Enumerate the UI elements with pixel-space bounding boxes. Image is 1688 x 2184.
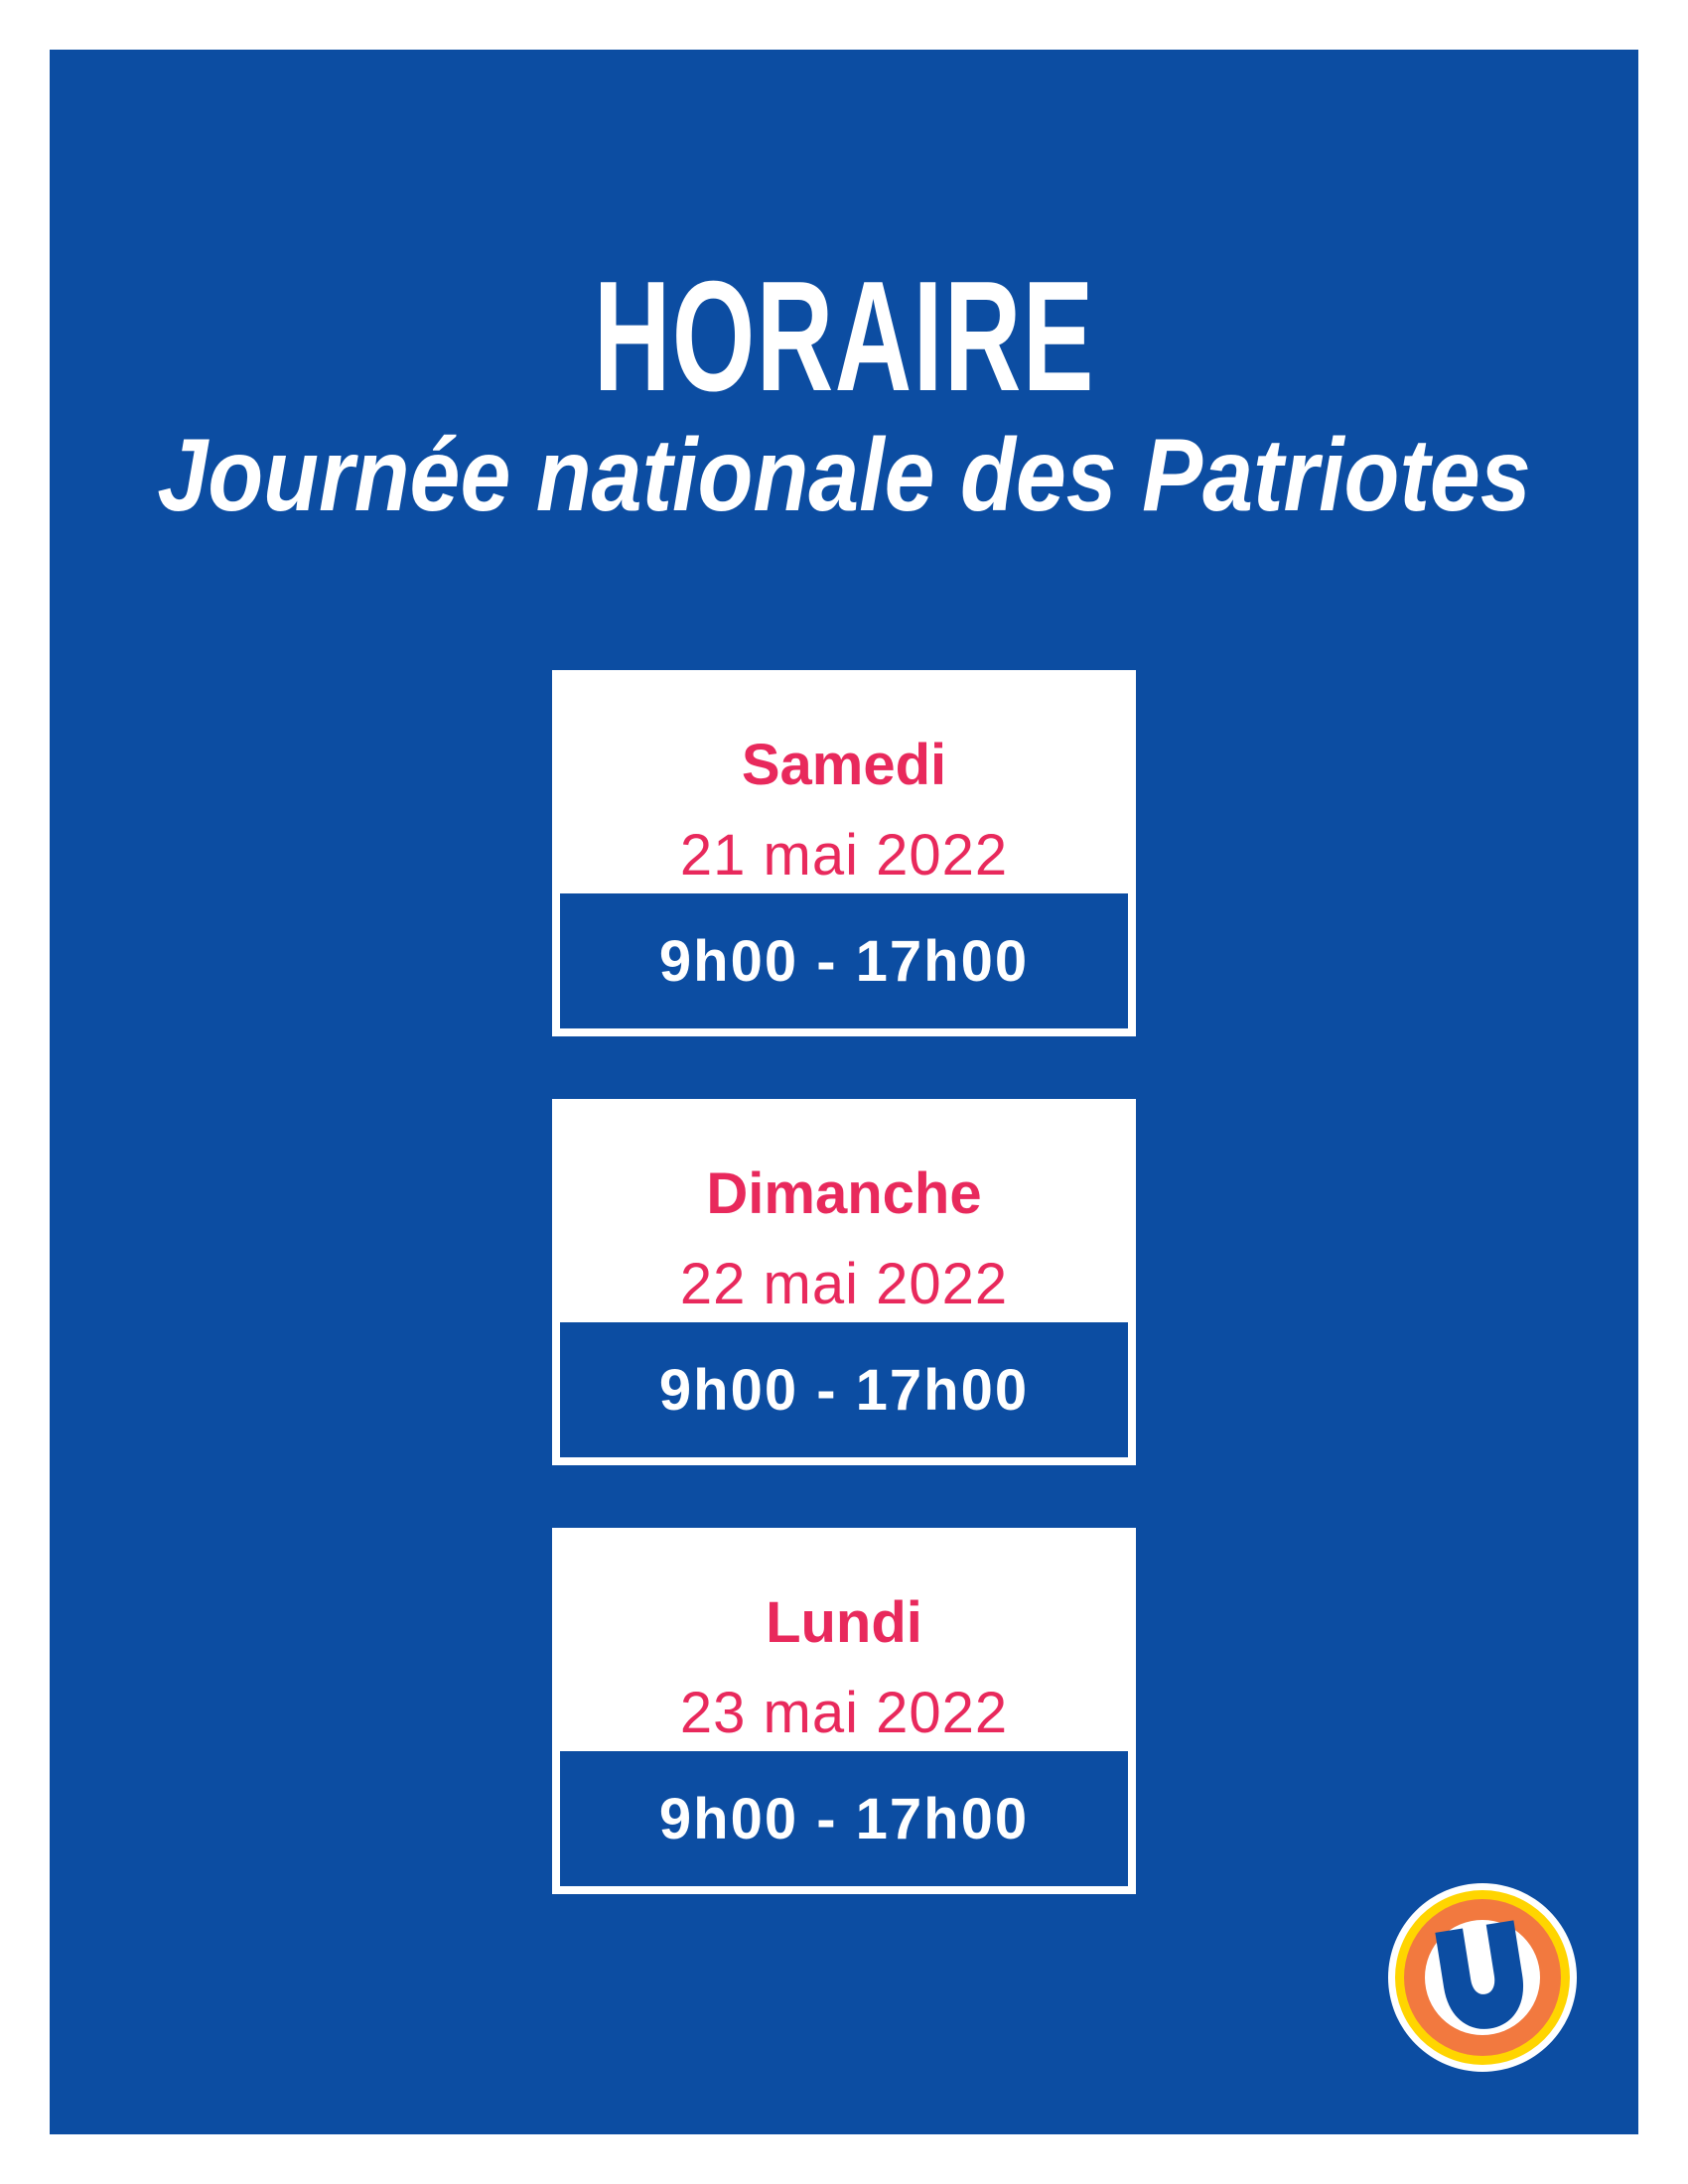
hours-band	[560, 1322, 1128, 1457]
date-label: 21 mai 2022	[679, 823, 1009, 887]
date-label: 22 mai 2022	[679, 1252, 1009, 1316]
schedule-card-samedi	[552, 670, 1136, 1036]
day-label: Dimanche	[706, 1161, 982, 1226]
poster-background	[50, 50, 1638, 2134]
page-subtitle	[50, 419, 1638, 532]
day-label: Samedi	[741, 733, 947, 797]
hours-band	[560, 893, 1128, 1028]
page-title-text: HORAIRE	[593, 249, 1095, 424]
hours-label: 9h00 - 17h00	[658, 928, 1030, 994]
hours-band	[560, 1751, 1128, 1886]
date-label: 23 mai 2022	[679, 1681, 1009, 1745]
day-label: Lundi	[766, 1590, 922, 1655]
hours-label: 9h00 - 17h00	[658, 1786, 1030, 1851]
page-title	[50, 249, 1638, 424]
schedule-card-lundi	[552, 1528, 1136, 1894]
page-subtitle-text: Journée nationale des Patriotes	[157, 418, 1531, 533]
hours-label: 9h00 - 17h00	[658, 1357, 1030, 1423]
brand-u-logo-icon	[1383, 1878, 1582, 2077]
schedule-card-dimanche	[552, 1099, 1136, 1465]
